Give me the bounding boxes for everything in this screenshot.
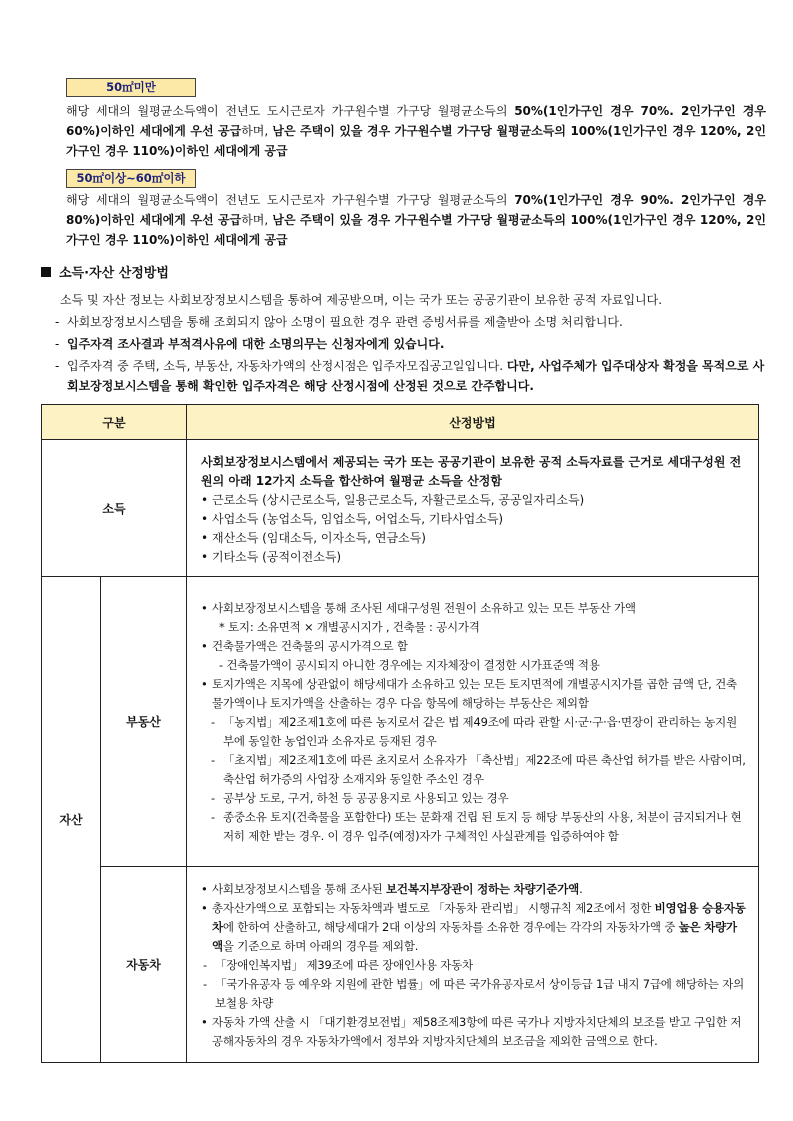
realestate-exclusion: - 「농지법」제2조제1호에 따른 농지로서 같은 법 제49조에 따라 관할 시·군·구·읍·면장이 관리하는 농지원부에 동일한 농업인과 소유자로 등재된 경우 bbox=[211, 715, 737, 748]
paragraph-under-50 bbox=[66, 101, 766, 161]
para1-text-c: 하며, bbox=[241, 124, 273, 138]
car-label: 자동차 bbox=[101, 867, 187, 1063]
para2-text-a: 해당 세대의 월평균소득액이 전년도 도시근로자 가구원수별 가구당 월평균소득의 bbox=[66, 193, 515, 207]
car-text: 에 한하여 산출하고, 해당세대가 2대 이상의 자동차를 소유한 경우에는 각각의 자동차가액 중 bbox=[222, 920, 679, 934]
section-heading bbox=[41, 265, 169, 283]
area-tag-50-to-60: 50㎡이상~60㎡이하 bbox=[66, 169, 196, 188]
asset-label: 자산 bbox=[42, 577, 101, 1063]
para2-text-c: 하며, bbox=[241, 213, 273, 227]
income-item: • 재산소득 (임대소득, 이자소득, 연금소득) bbox=[201, 529, 746, 548]
realestate-exclusion: - 「초지법」제2조제1호에 따른 초지로서 소유자가 「축산법」제22조에 따른 축산업 허가를 받은 사람이며, 축산업 허가증의 사업장 소재지와 동일한 주소인 경우 bbox=[211, 753, 746, 786]
header-category: 구분 bbox=[42, 405, 187, 440]
realestate-item: • 토지가액은 지목에 상관없이 해당세대가 소유하고 있는 모든 토지면적에 개별공시지가를 곱한 금액 단, 건축물가액이나 토지가액을 산출하는 경우 다음 항목에 해당하는 부동산은 제외함 bbox=[201, 675, 746, 713]
note-item: - 사회보장정보시스템을 통해 조회되지 않아 소명이 필요한 경우 관련 증빙서류를 제출받아 소명 처리합니다. bbox=[55, 315, 623, 329]
table-row-income bbox=[42, 440, 759, 577]
note-item: - 입주자격 중 주택, 소득, 부동산, 자동차가액의 산정시점은 입주자모집공고일입니다. 다만, 사업주체가 입주대상자 확정을 목적으로 사회보장정보시스템을 통해 확인한 입주자격은 해당 산정시점에 산정된 것으로 간주합니다. bbox=[55, 359, 765, 393]
section-heading-text: 소득·자산 산정방법 bbox=[59, 266, 169, 281]
income-method-cell bbox=[187, 440, 759, 577]
para1-text-a: 해당 세대의 월평균소득액이 전년도 도시근로자 가구원수별 가구당 월평균소득의 bbox=[66, 104, 515, 118]
realestate-exclusion: - 공부상 도로, 구거, 하천 등 공공용지로 사용되고 있는 경우 bbox=[211, 791, 509, 805]
realestate-exclusion-text: 「농지법」제2조제1호에 따른 농지로서 같은 법 제49조에 따라 관할 시·군·구·읍·면장이 관리하는 농지원부에 동일한 농업인과 소유자로 등재된 경우 bbox=[223, 715, 737, 748]
paragraph-50-to-60 bbox=[66, 190, 766, 250]
note-item: - 입주자격 조사결과 부적격사유에 대한 소명의무는 신청자에게 있습니다. bbox=[55, 337, 445, 351]
realestate-item: • 사회보장정보시스템을 통해 조사된 세대구성원 전원이 소유하고 있는 모든 부동산 가액 bbox=[201, 599, 746, 618]
car-item bbox=[201, 899, 746, 956]
realestate-method-cell bbox=[187, 577, 759, 867]
table-row-car bbox=[42, 867, 759, 1063]
car-text: 사회보장정보시스템을 통해 조사된 bbox=[212, 882, 386, 896]
para1-text-d: 남은 주택이 있을 경우 가구원수별 가구당 월평균소득의 100%(1인가구인 경우 120%, 2인가구인 경우 110%)이하인 세대에게 공급 bbox=[66, 124, 766, 158]
car-method-cell bbox=[187, 867, 759, 1063]
car-text: 을 기준으로 하며 아래의 경우를 제외함. bbox=[222, 939, 419, 953]
income-item: • 기타소득 (공적이전소득) bbox=[201, 548, 746, 567]
realestate-exclusion-text: 공부상 도로, 구거, 하천 등 공공용지로 사용되고 있는 경우 bbox=[223, 791, 509, 805]
realestate-exclusion: - 종중소유 토지(건축물을 포함한다) 또는 문화재 건립 된 토지 등 해당 부동산의 사용, 처분이 금지되거나 현저히 제한 받는 경우. 이 경우 입주(예정)자가 구체적인 사실관계를 입증하여야 함 bbox=[211, 810, 742, 843]
note-text: 입주자격 중 주택, 소득, 부동산, 자동차가액의 산정시점은 입주자모집공고일입니다. bbox=[67, 359, 507, 373]
car-text: 총자산가액으로 포함되는 자동차액과 별도로 「자동차 관리법」 시행규칙 제2조에서 정한 bbox=[212, 901, 655, 915]
para1-text-b: 50%(1인가구인 경우 70%. 2인가구인 경우 60%)이하인 세대에게 우선 공급 bbox=[66, 104, 766, 138]
realestate-exclusion-text: 종중소유 토지(건축물을 포함한다) 또는 문화재 건립 된 토지 등 해당 부동산의 사용, 처분이 금지되거나 현저히 제한 받는 경우. 이 경우 입주(예정)자가 구체적인 사실관계를 입증하여야 함 bbox=[223, 810, 742, 843]
income-lead: 사회보장정보시스템에서 제공되는 국가 또는 공공기관이 보유한 공적 소득자료를 근거로 세대구성원 전원의 아래 12가지 소득을 합산하여 월평균 소득을 산정함 bbox=[201, 455, 742, 488]
intro-text: 소득 및 자산 정보는 사회보장정보시스템을 통하여 제공받으며, 이는 국가 또는 공공기관이 보유한 공적 자료입니다. bbox=[60, 293, 663, 307]
realestate-label: 부동산 bbox=[101, 577, 187, 867]
table-row-realestate bbox=[42, 577, 759, 867]
car-exclusion-text: 「장애인복지법」 제39조에 따른 장애인사용 자동차 bbox=[215, 958, 473, 972]
realestate-note: * 토지: 소유면적 × 개별공시지가 , 건축물 : 공시가격 bbox=[219, 620, 480, 634]
car-item: • 자동차 가액 산출 시 「대기환경보전법」제58조제3항에 따른 국가나 지방자치단체의 보조를 받고 구입한 저공해자동차의 경우 자동차가액에서 정부와 지방자치단체의 보조금을 제외한 금액으로 한다. bbox=[201, 1013, 746, 1051]
income-item: • 근로소득 (상시근로소득, 일용근로소득, 자활근로소득, 공공일자리소득) bbox=[201, 491, 746, 510]
note-text: 사회보장정보시스템을 통해 조회되지 않아 소명이 필요한 경우 관련 증빙서류를 제출받아 소명 처리합니다. bbox=[67, 315, 623, 329]
table-header-row bbox=[42, 405, 759, 440]
car-exclusion: - 「장애인복지법」 제39조에 따른 장애인사용 자동차 bbox=[203, 958, 473, 972]
realestate-exclusion-text: 「초지법」제2조제1호에 따른 초지로서 소유자가 「축산법」제22조에 따른 축산업 허가를 받은 사람이며, 축산업 허가증의 사업장 소재지와 동일한 주소인 경우 bbox=[223, 753, 746, 786]
car-text-bold: 높은 차량가액 bbox=[212, 920, 737, 953]
car-exclusion-text: 「국가유공자 등 예우와 지원에 관한 법률」에 따른 국가유공자로서 상이등급 1급 내지 7급에 해당하는 자의 보철용 차량 bbox=[215, 977, 745, 1010]
note-text-bold: 다만, 사업주체가 입주대상자 확정을 목적으로 사회보장정보시스템을 통해 확인한 입주자격은 해당 산정시점에 산정된 것으로 간주합니다. bbox=[67, 359, 765, 393]
car-text-bold: 보건복지부장관이 정하는 차량기준가액 bbox=[386, 882, 580, 896]
para2-text-b: 70%(1인가구인 경우 90%. 2인가구인 경우 80%)이하인 세대에게 우선 공급 bbox=[66, 193, 766, 227]
income-label: 소득 bbox=[42, 440, 187, 577]
income-item: • 사업소득 (농업소득, 임업소득, 어업소득, 기타사업소득) bbox=[201, 510, 746, 529]
note-text: 입주자격 조사결과 부적격사유에 대한 소명의무는 신청자에게 있습니다. bbox=[67, 337, 445, 351]
car-exclusion: - 「국가유공자 등 예우와 지원에 관한 법률」에 따른 국가유공자로서 상이등급 1급 내지 7급에 해당하는 자의 보철용 차량 bbox=[203, 977, 745, 1010]
header-method: 산정방법 bbox=[187, 405, 759, 440]
para2-text-d: 남은 주택이 있을 경우 가구원수별 가구당 월평균소득의 100%(1인가구인 경우 120%, 2인가구인 경우 110%)이하인 세대에게 공급 bbox=[66, 213, 766, 247]
square-bullet-icon bbox=[41, 267, 51, 277]
realestate-subitem: - 건축물가액이 공시되지 아니한 경우에는 지자체장이 결정한 시가표준액 적용 bbox=[219, 658, 600, 672]
car-text-bold: 비영업용 승용자동차 bbox=[212, 901, 746, 934]
car-text: . bbox=[579, 882, 583, 896]
area-tag-under-50: 50㎡미만 bbox=[66, 78, 196, 97]
calculation-table bbox=[41, 404, 759, 1063]
realestate-item: • 건축물가액은 건축물의 공시가격으로 함 bbox=[201, 637, 746, 656]
car-item bbox=[201, 880, 746, 899]
